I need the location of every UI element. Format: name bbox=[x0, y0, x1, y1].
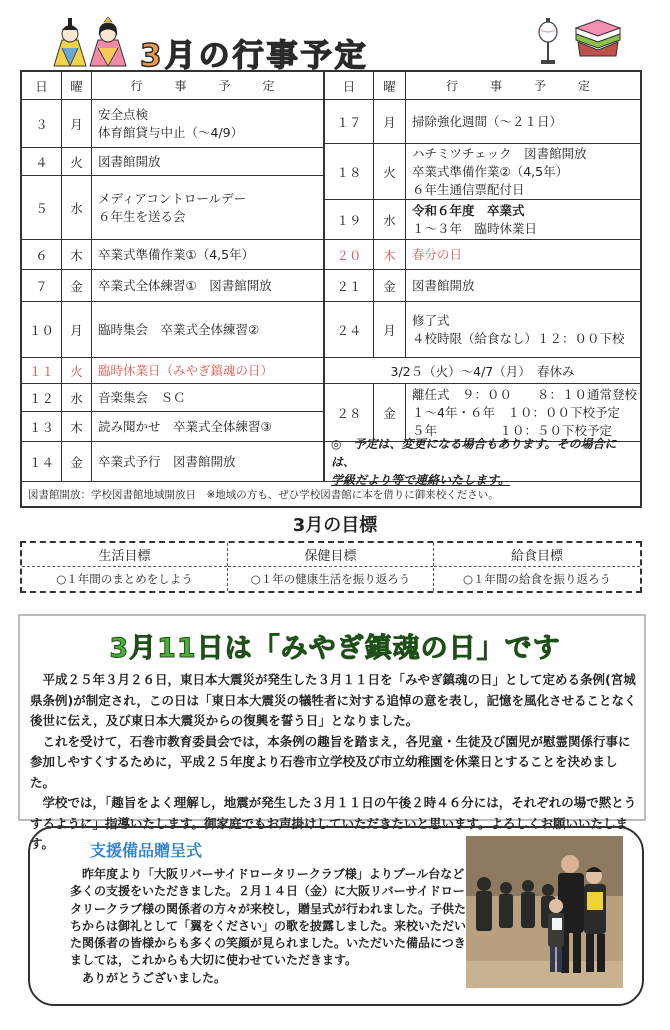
header-day-right: 日 bbox=[324, 72, 374, 100]
hishimochi-illustration bbox=[572, 18, 624, 62]
event-line: ハチミツチェック 図書館開放 bbox=[412, 145, 587, 161]
event-line: 令和６年度 卒業式 bbox=[412, 202, 525, 218]
goals-table bbox=[20, 541, 642, 593]
schedule-table bbox=[20, 70, 642, 508]
schedule-row-day: ３ bbox=[22, 100, 62, 148]
event-line: 修了式 bbox=[412, 312, 450, 328]
schedule-row-event: 卒業式全体練習① 図書館開放 bbox=[92, 270, 324, 302]
schedule-row-day: １７ bbox=[324, 100, 374, 144]
schedule-row-event: 臨時集会 卒業式全体練習② bbox=[92, 302, 324, 358]
schedule-row-day: ７ bbox=[22, 270, 62, 302]
schedule-row-weekday: 金 bbox=[374, 270, 406, 302]
schedule-row-event: 読み聞かせ 卒業式全体練習③ bbox=[92, 412, 324, 442]
schedule-row-day: １２ bbox=[22, 384, 62, 412]
schedule-row-day: ２１ bbox=[324, 270, 374, 302]
event-line: 離任式 ９：００ ８：１０通常登校 bbox=[412, 386, 638, 402]
hina-dolls-illustration bbox=[48, 14, 130, 68]
header-event-right: 行 事 予 定 bbox=[406, 72, 640, 100]
schedule-row-day: １３ bbox=[22, 412, 62, 442]
event-line: 体育館貸与中止（～4/9） bbox=[98, 124, 244, 140]
schedule-row-day: ５ bbox=[22, 176, 62, 240]
schedule-row-day: １８ bbox=[324, 144, 374, 200]
ceremony-photo bbox=[466, 836, 623, 988]
schedule-row-weekday: 火 bbox=[62, 148, 92, 176]
schedule-row-weekday: 水 bbox=[62, 176, 92, 240]
schedule-row-day: ６ bbox=[22, 240, 62, 270]
header-event-left: 行 事 予 定 bbox=[92, 72, 324, 100]
note-line: 学級だより等で連絡いたします。 bbox=[331, 472, 511, 487]
memorial-paragraph: これを受けて，石巻市教育委員会では，本条例の趣旨を踏まえ，各児童・生徒及び園児が慰霊関係行事に参加しやすくするために，平成２５年度より石巻市立学校及び市立幼稚園を休業日とすることを決めました。 bbox=[30, 733, 631, 790]
schedule-row-day: １４ bbox=[22, 442, 62, 482]
donation-paragraph: 昨年度より「大阪リバーサイドロータリークラブ様」よりプール台など多くの支援をいただきました。２月１４日（金）に大阪リバーサイドロータリークラブ様の関係者の方々が来校し，贈呈式が行われました。子供たちからは御礼として「翼をください」の歌を披露しました。来校いただいた関係者の皆様からも多くの笑顔が見られました。いただいた備品につきましては，これからも大切に使わせていただきます。 bbox=[70, 867, 467, 968]
donation-title: 支援備品贈呈式 bbox=[90, 841, 203, 860]
schedule-row-weekday: 金 bbox=[62, 442, 92, 482]
header-day-left: 日 bbox=[22, 72, 62, 100]
schedule-row-day: ２８ bbox=[324, 384, 374, 442]
schedule-row-weekday: 月 bbox=[62, 302, 92, 358]
schedule-row-weekday-holiday: 火 bbox=[62, 358, 92, 384]
schedule-row-event: 図書館開放 bbox=[92, 148, 324, 176]
schedule-row-weekday: 月 bbox=[374, 302, 406, 358]
schedule-row-event bbox=[406, 384, 640, 442]
ohina-doll bbox=[90, 17, 126, 66]
schedule-row-event bbox=[406, 144, 640, 200]
goal-label: 保健目標 bbox=[228, 543, 433, 567]
goal-value: ○１年間の給食を振り返ろう bbox=[462, 572, 612, 586]
schedule-row-event-holiday: 春分の日 bbox=[406, 240, 640, 270]
header-weekday-left: 曜 bbox=[62, 72, 92, 100]
event-line: １～4年・６年 １０：００下校予定 bbox=[412, 404, 620, 420]
event-line: 安全点検 bbox=[98, 106, 149, 122]
schedule-row-weekday-holiday: 木 bbox=[374, 240, 406, 270]
memorial-paragraph: 学校では，「趣旨をよく理解し，地震が発生した３月１１日の午後２時４６分には，それぞれの場で黙とうするように」指導いたします。御家庭でもお声掛けしていただきたいと思います。よろしくお願いいたします。 bbox=[30, 795, 637, 851]
schedule-note bbox=[324, 436, 640, 487]
goal-label: 給食目標 bbox=[434, 543, 640, 567]
schedule-row-event bbox=[92, 176, 324, 240]
schedule-row-weekday: 水 bbox=[374, 200, 406, 240]
schedule-row-event bbox=[92, 100, 324, 148]
schedule-row-event: 卒業式準備作業①（4,5年） bbox=[92, 240, 324, 270]
goal-lunch bbox=[434, 543, 640, 591]
schedule-row-weekday: 火 bbox=[374, 144, 406, 200]
schedule-row-weekday: 月 bbox=[62, 100, 92, 148]
schedule-row-day-holiday: ２０ bbox=[324, 240, 374, 270]
spring-break-row: 3/2５（火）～4/7（月） 春休み bbox=[324, 358, 640, 384]
goal-life bbox=[22, 543, 228, 591]
goal-health bbox=[228, 543, 434, 591]
schedule-row-weekday: 木 bbox=[62, 240, 92, 270]
event-line: １～３年 臨時休業日 bbox=[412, 220, 538, 236]
schedule-row-weekday: 金 bbox=[374, 384, 406, 442]
schedule-row-event-holiday: 臨時休業日（みやぎ鎮魂の日） bbox=[92, 358, 324, 384]
odairi-doll bbox=[54, 18, 86, 66]
schedule-row-weekday: 月 bbox=[374, 100, 406, 144]
goal-label: 生活目標 bbox=[22, 543, 227, 567]
page-title: 3月の行事予定 bbox=[140, 38, 369, 74]
goal-value: ○１年の健康生活を振り返ろう bbox=[250, 572, 411, 586]
library-footer: 図書館開放：学校図書館地域開放日 ※地域の方も、ぜひ学校図書館に本を借りに御来校ください。 bbox=[28, 488, 499, 501]
donation-paragraph: ありがとうございました。 bbox=[70, 970, 227, 985]
schedule-row-day: １９ bbox=[324, 200, 374, 240]
header-weekday-right: 曜 bbox=[374, 72, 406, 100]
schedule-row-event: 音楽集会 ＳＣ bbox=[92, 384, 324, 412]
schedule-row-weekday: 水 bbox=[62, 384, 92, 412]
goals-title: 3月の目標 bbox=[292, 515, 378, 536]
schedule-row-weekday: 木 bbox=[62, 412, 92, 442]
schedule-row-weekday: 金 bbox=[62, 270, 92, 302]
schedule-row-event bbox=[406, 302, 640, 358]
bonbori-lamp-illustration bbox=[536, 16, 560, 66]
schedule-row-event: 図書館開放 bbox=[406, 270, 640, 302]
memorial-title: 3月11日は「みやぎ鎮魂の日」です bbox=[109, 633, 561, 664]
donation-body bbox=[70, 866, 468, 987]
schedule-row-event bbox=[406, 200, 640, 240]
schedule-row-event: 掃除強化週間（～２１日） bbox=[406, 100, 640, 144]
event-line: 卒業式準備作業②（4,5年） bbox=[412, 163, 569, 179]
event-line: ６年生通信票配付日 bbox=[412, 181, 525, 197]
event-line: ６年生を送る会 bbox=[98, 208, 186, 224]
goal-value: ○１年間のまとめをしよう bbox=[56, 572, 193, 586]
event-line: メディアコントロールデー bbox=[98, 190, 247, 206]
event-line: ４校時限（給食なし）１２：００下校 bbox=[412, 330, 625, 346]
note-line: ◎ 予定は、変更になる場合もあります。その場合には、 bbox=[331, 436, 617, 469]
schedule-row-day: ４ bbox=[22, 148, 62, 176]
schedule-row-day-holiday: １１ bbox=[22, 358, 62, 384]
memorial-paragraph: 平成２５年３月２６日，東日本大震災が発生した３月１１日を「みやぎ鎮魂の日」として定める条例(宮城県条例)が制定され，この日は「東日本大震災の犠牲者に対する追悼の意を表し，記憶を風化させることなく後世に伝え，及び東日本大震災からの復興を誓う日」となりました。 bbox=[30, 672, 637, 728]
schedule-row-day: １０ bbox=[22, 302, 62, 358]
schedule-row-event: 卒業式予行 図書館開放 bbox=[92, 442, 324, 482]
schedule-row-day: ２４ bbox=[324, 302, 374, 358]
event-line: ５年 １０：５０下校予定 bbox=[412, 422, 613, 438]
